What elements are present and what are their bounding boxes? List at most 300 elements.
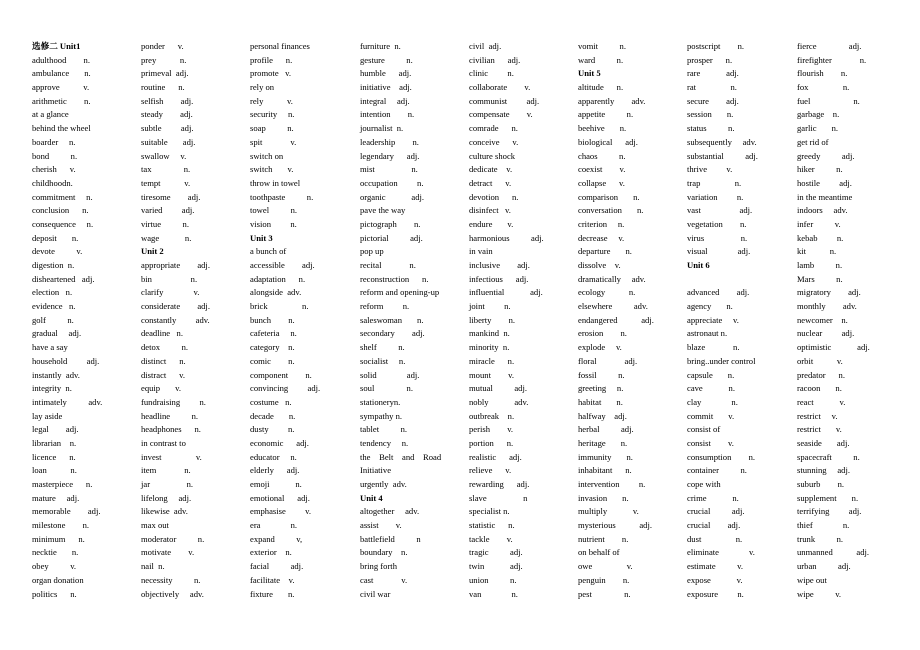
vocab-entry: emphasise v. bbox=[250, 506, 312, 517]
vocab-entry: intervention n. bbox=[578, 479, 646, 489]
vocab-entry: gesture n. bbox=[360, 54, 413, 65]
vocab-entry: minimum n. bbox=[32, 533, 85, 544]
vocab-entry: necessity n. bbox=[141, 574, 201, 585]
vocab-entry: appetite n. bbox=[578, 109, 634, 120]
vocab-entry: vast adj. bbox=[687, 205, 753, 216]
vocab-entry: unmanned adj. bbox=[797, 547, 870, 558]
vocab-entry: steady adj. bbox=[141, 109, 193, 120]
vocab-entry: reconstruction n. bbox=[360, 273, 429, 284]
vocab-entry: beehive n. bbox=[578, 123, 627, 134]
vocab-entry: firefighter n. bbox=[797, 54, 867, 65]
vocab-entry: consist v. bbox=[687, 437, 734, 448]
vocab-entry: Initiative bbox=[360, 465, 392, 476]
vocab-entry: fuel n. bbox=[797, 95, 860, 106]
vocab-entry: penguin n. bbox=[578, 574, 630, 585]
vocab-entry: jar n. bbox=[141, 479, 194, 489]
vocab-entry: disheartened adj. bbox=[32, 273, 95, 284]
vocab-entry: heritage n. bbox=[578, 437, 628, 448]
vocab-entry: in the meantime bbox=[797, 191, 853, 202]
vocab-entry: conversation n. bbox=[578, 205, 644, 216]
vocab-entry: greeting n. bbox=[578, 383, 624, 394]
vocab-entry: ambulance n. bbox=[32, 68, 91, 79]
vocab-entry: stunning adj. bbox=[797, 465, 850, 476]
vocab-entry: objectively adv. bbox=[141, 588, 204, 599]
vocab-entry: bin n. bbox=[141, 273, 198, 284]
vocab-entry: considerate adj. bbox=[141, 301, 210, 312]
vocab-entry: astronaut n. bbox=[687, 328, 728, 339]
vocab-entry: lay aside bbox=[32, 410, 63, 421]
vocab-entry: relieve v. bbox=[469, 465, 512, 476]
vocab-entry bbox=[687, 273, 795, 287]
vocab-entry: expand v, bbox=[250, 533, 303, 544]
vocab-entry: occupation n. bbox=[360, 177, 424, 188]
vocab-entry: throw in towel bbox=[250, 177, 301, 188]
vocab-entry: fierce adj. bbox=[797, 41, 862, 51]
vocab-entry: motivate v. bbox=[141, 547, 195, 558]
vocab-entry: devote v. bbox=[32, 246, 83, 257]
vocab-entry: in vain bbox=[469, 246, 493, 257]
vocab-entry: slave n bbox=[469, 492, 528, 503]
vocab-entry: towel n. bbox=[250, 205, 298, 216]
vocab-entry: monthly adv. bbox=[797, 301, 857, 312]
vocab-entry: dusty n. bbox=[250, 424, 295, 435]
vocab-entry: category n. bbox=[250, 342, 295, 353]
vocab-entry: era n. bbox=[250, 520, 298, 531]
vocab-entry: cherish v. bbox=[32, 164, 76, 175]
vocab-entry: outbreak n. bbox=[469, 410, 515, 421]
vocab-entry: headline n. bbox=[141, 410, 199, 421]
vocab-entry: assist v. bbox=[360, 520, 402, 531]
vocab-entry: disinfect v. bbox=[469, 205, 511, 216]
vocab-entry: criterion n. bbox=[578, 218, 625, 229]
vocab-entry: bring forth bbox=[360, 561, 397, 572]
vocab-entry: crucial adj. bbox=[687, 520, 741, 531]
vocab-entry: compensate v. bbox=[469, 109, 533, 120]
vocab-entry: collapse v. bbox=[578, 177, 625, 188]
vocab-entry: pop up bbox=[360, 246, 384, 257]
vocab-entry: approve v. bbox=[32, 82, 90, 93]
vocab-entry: have a say bbox=[32, 342, 68, 353]
vocab-entry: coexist v. bbox=[578, 164, 626, 175]
vocab-entry: integral adj. bbox=[360, 95, 410, 106]
vocab-entry: civil adj. bbox=[469, 41, 502, 51]
vocab-entry: mutual adj. bbox=[469, 383, 527, 394]
vocab-entry: racoon n. bbox=[797, 383, 842, 394]
word-column-5 bbox=[469, 40, 577, 601]
vocab-entry: security n. bbox=[250, 109, 295, 120]
vocab-entry: union n. bbox=[469, 574, 517, 585]
vocab-entry: civil war bbox=[360, 588, 391, 599]
vocab-entry: endure v. bbox=[469, 218, 514, 229]
vocab-entry: supplement n. bbox=[797, 492, 859, 503]
vocab-entry: detract v. bbox=[469, 177, 512, 188]
vocab-entry: appropriate adj. bbox=[141, 260, 210, 270]
vocab-entry: trap n. bbox=[687, 177, 742, 188]
vocab-entry: inhabitant n. bbox=[578, 465, 632, 476]
vocab-entry: tiresome adj. bbox=[141, 191, 201, 202]
vocab-entry: consequence n. bbox=[32, 218, 94, 229]
vocab-entry: organic adj. bbox=[360, 191, 425, 202]
vocab-entry: tempt v. bbox=[141, 177, 191, 188]
vocab-entry: predator n. bbox=[797, 369, 845, 380]
vocab-entry: likewise adv. bbox=[141, 506, 188, 517]
vocab-entry: container n. bbox=[687, 465, 747, 476]
vocab-entry: elderly adj. bbox=[250, 465, 300, 476]
vocab-entry: ecology n. bbox=[578, 287, 636, 298]
vocab-entry: influential adj. bbox=[469, 287, 543, 298]
vocab-entry: virus n. bbox=[687, 232, 748, 243]
vocab-entry: miracle n. bbox=[469, 355, 515, 366]
vocab-entry: civilian adj. bbox=[469, 54, 521, 65]
vocab-entry: switch on bbox=[250, 150, 284, 161]
vocab-entry: rely on bbox=[250, 82, 275, 93]
vocab-entry: decrease v. bbox=[578, 232, 625, 243]
vocab-entry: optimistic adj. bbox=[797, 342, 870, 353]
vocab-entry: infectious adj. bbox=[469, 273, 529, 284]
vocab-entry: conceive v. bbox=[469, 136, 519, 147]
vocab-entry: organ donation bbox=[32, 574, 84, 585]
vocab-entry: floral adj. bbox=[578, 355, 638, 366]
vocab-entry: immunity n. bbox=[578, 451, 633, 462]
vocab-entry: reform and opening-up bbox=[360, 287, 440, 298]
unit-heading: Unit 2 bbox=[141, 246, 164, 257]
vocab-entry: lifelong adj. bbox=[141, 492, 192, 503]
vocab-entry: dramatically adv. bbox=[578, 273, 646, 284]
word-column-1 bbox=[32, 40, 140, 601]
vocab-entry: distract v. bbox=[141, 369, 186, 380]
vocab-entry: mist n. bbox=[360, 164, 418, 175]
vocab-entry: rare adj. bbox=[687, 68, 739, 79]
vocab-entry: adulthood n. bbox=[32, 54, 91, 65]
vocab-entry: suburb n. bbox=[797, 479, 845, 489]
vocab-entry: initiative adj. bbox=[360, 82, 412, 93]
vocab-entry: shelf n. bbox=[360, 342, 405, 353]
vocab-entry: greedy adj. bbox=[797, 150, 855, 161]
vocab-entry: deadline n. bbox=[141, 328, 183, 339]
vocab-entry: cafeteria n. bbox=[250, 328, 297, 339]
vocab-entry: journalist n. bbox=[360, 123, 404, 134]
vocab-entry: agency n. bbox=[687, 301, 733, 312]
vocab-entry: saleswoman n. bbox=[360, 314, 424, 325]
vocab-entry: urban adj. bbox=[797, 561, 851, 572]
vocab-entry: orbit v. bbox=[797, 355, 843, 366]
vocab-entry: flourish n. bbox=[797, 68, 848, 79]
vocab-entry: battlefield n bbox=[360, 533, 421, 544]
vocab-entry: legal adj. bbox=[32, 424, 79, 435]
vocab-entry: arithmetic n. bbox=[32, 95, 91, 106]
vocab-entry: exposure n. bbox=[687, 588, 744, 599]
vocab-entry: garlic n. bbox=[797, 123, 839, 134]
vocab-entry: pictograph n. bbox=[360, 218, 421, 229]
vocab-entry: milestone n. bbox=[32, 520, 90, 531]
vocab-entry: dust n. bbox=[687, 533, 743, 544]
vocab-entry: clarify v. bbox=[141, 287, 200, 298]
vocab-entry: nutrient n. bbox=[578, 533, 629, 544]
vocab-entry: sympathy n. bbox=[360, 410, 403, 421]
vocab-entry: communist adj. bbox=[469, 95, 540, 106]
word-column-3 bbox=[250, 40, 358, 601]
vocab-entry: nobly adv. bbox=[469, 396, 529, 407]
vocab-entry: bond n. bbox=[32, 150, 78, 161]
unit-heading: Unit 4 bbox=[360, 492, 383, 503]
vocab-entry: advanced adj. bbox=[687, 287, 750, 298]
vocab-entry: comrade n. bbox=[469, 123, 518, 134]
vocab-entry: thrive v. bbox=[687, 164, 733, 175]
vocab-entry: soul n. bbox=[360, 383, 413, 394]
vocab-entry: culture shock bbox=[469, 150, 516, 161]
vocab-entry: switch v. bbox=[250, 164, 294, 175]
vocab-entry: indoors adv. bbox=[797, 205, 848, 216]
vocab-entry: fundraising n. bbox=[141, 396, 206, 407]
vocab-entry: leadership n. bbox=[360, 136, 419, 147]
vocab-entry: legendary adj. bbox=[360, 150, 420, 161]
vocab-entry: consist of bbox=[687, 424, 721, 435]
vocab-entry: rat n. bbox=[687, 82, 737, 93]
vocab-entry: spacecraft n. bbox=[797, 451, 860, 462]
vocab-entry: secure adj. bbox=[687, 95, 739, 106]
vocab-entry: digestion n. bbox=[32, 260, 75, 270]
vocab-entry: erosion n. bbox=[578, 328, 627, 339]
vocab-entry: gradual adj. bbox=[32, 328, 82, 339]
vocab-entry: infer v. bbox=[797, 218, 841, 229]
vocab-entry: soap n. bbox=[250, 123, 294, 134]
vocab-entry: integrity n. bbox=[32, 383, 72, 394]
vocab-entry: wipe v. bbox=[797, 588, 842, 599]
vocab-entry: convincing adj. bbox=[250, 383, 321, 394]
vocab-entry: selfish adj. bbox=[141, 95, 194, 106]
vocab-entry: varied adj. bbox=[141, 205, 195, 216]
vocab-entry: secondary adj. bbox=[360, 328, 425, 339]
vocab-entry: visual adj. bbox=[687, 246, 751, 257]
vocab-entry: rewarding adj. bbox=[469, 479, 530, 489]
vocab-entry: kit n. bbox=[797, 246, 837, 257]
vocab-entry: multiply v. bbox=[578, 506, 639, 517]
vocab-entry: socialist n. bbox=[360, 355, 406, 366]
vocab-entry: decade n. bbox=[250, 410, 296, 421]
vocab-entry: apparently adv. bbox=[578, 95, 646, 106]
vocab-entry: specialist n. bbox=[469, 506, 510, 517]
vocab-entry: departure n. bbox=[578, 246, 632, 257]
vocab-entry: fossil n. bbox=[578, 369, 625, 380]
vocab-entry: variation n. bbox=[687, 191, 744, 202]
vocab-entry: rely v. bbox=[250, 95, 293, 106]
vocab-entry: on behalf of bbox=[578, 547, 620, 558]
vocab-entry: twin adj. bbox=[469, 561, 523, 572]
vocab-entry: ponder v. bbox=[141, 41, 184, 51]
vocab-entry: mature adj. bbox=[32, 492, 80, 503]
vocab-entry: vomit n. bbox=[578, 41, 626, 51]
vocab-entry: loan n. bbox=[32, 465, 77, 476]
vocab-entry: perish v. bbox=[469, 424, 514, 435]
vocab-entry: terrifying adj. bbox=[797, 506, 862, 517]
vocab-entry: postscript n. bbox=[687, 41, 745, 51]
vocab-entry: librarian n. bbox=[32, 437, 77, 448]
vocab-entry: crucial adj. bbox=[687, 506, 745, 517]
vocab-entry: tackle v. bbox=[469, 533, 513, 544]
vocab-entry: detox n. bbox=[141, 342, 189, 353]
vocab-entry: explode v. bbox=[578, 342, 622, 353]
vocab-entry: prosper n. bbox=[687, 54, 733, 65]
vocab-entry: emoji n. bbox=[250, 479, 302, 489]
vocab-entry: distinct n. bbox=[141, 355, 186, 366]
vocab-entry: licence n. bbox=[32, 451, 76, 462]
vocab-entry: joint n. bbox=[469, 301, 511, 312]
unit-heading: Unit 5 bbox=[578, 68, 601, 79]
vocab-entry: educator n. bbox=[250, 451, 297, 462]
vocab-entry: get rid of bbox=[797, 136, 829, 147]
vocab-entry: altitude n. bbox=[578, 82, 624, 93]
vocab-entry: prey n. bbox=[141, 54, 187, 65]
vocab-entry: biological adj. bbox=[578, 136, 638, 147]
vocab-entry: household adj. bbox=[32, 355, 100, 366]
vocab-entry: herbal adj. bbox=[578, 424, 634, 435]
vocab-entry: nuclear adj. bbox=[797, 328, 855, 339]
vocab-entry: subsequently adv. bbox=[687, 136, 757, 147]
vocab-entry: a bunch of bbox=[250, 246, 287, 257]
unit-heading: 选修二 Unit1 bbox=[32, 41, 81, 51]
vocab-entry: portion n. bbox=[469, 437, 514, 448]
vocab-entry: halfway adj. bbox=[578, 410, 627, 421]
vocab-entry: endangered adj. bbox=[578, 314, 654, 325]
vocab-entry: emotional adj. bbox=[250, 492, 310, 503]
vocab-entry: profile n. bbox=[250, 54, 293, 65]
vocab-entry: substantial adj. bbox=[687, 150, 758, 161]
vocab-entry: nail n. bbox=[141, 561, 165, 572]
vocab-entry: cast v. bbox=[360, 574, 408, 585]
vocab-entry: max out bbox=[141, 520, 169, 531]
vocab-entry: van n. bbox=[469, 588, 518, 599]
vocab-entry: evidence n. bbox=[32, 301, 76, 312]
vocab-entry: habitat n. bbox=[578, 396, 623, 407]
word-column-4 bbox=[360, 40, 468, 601]
vocab-entry: tax n. bbox=[141, 164, 191, 175]
vocab-entry: golf n. bbox=[32, 314, 74, 325]
vocab-entry: pictorial adj. bbox=[360, 232, 423, 243]
unit-heading: Unit 6 bbox=[687, 260, 710, 270]
vocab-entry: pave the way bbox=[360, 205, 406, 216]
vocab-entry: invasion n. bbox=[578, 492, 629, 503]
vocab-entry: equip v. bbox=[141, 383, 182, 394]
vocab-entry: Mars n. bbox=[797, 273, 843, 284]
vocab-entry: reform n. bbox=[360, 301, 410, 312]
vocab-entry: adaptation n. bbox=[250, 273, 306, 284]
vocab-entry: comic n. bbox=[250, 355, 295, 366]
vocab-entry: ward n. bbox=[578, 54, 624, 65]
vocab-entry: restrict v. bbox=[797, 424, 842, 435]
vocab-entry: solid adj. bbox=[360, 369, 420, 380]
vocab-entry: alongside adv. bbox=[250, 287, 302, 298]
vocab-entry: comparison n. bbox=[578, 191, 640, 202]
vocab-entry: mysterious adj. bbox=[578, 520, 652, 531]
vocab-entry: altogether adv. bbox=[360, 506, 420, 517]
vocab-entry: capsule n. bbox=[687, 369, 735, 380]
vocab-entry: personal finances bbox=[250, 41, 310, 51]
vocab-entry: fox n. bbox=[797, 82, 850, 93]
vocab-entry: realistic adj. bbox=[469, 451, 522, 462]
vocab-entry: hiker n. bbox=[797, 164, 843, 175]
vocab-entry: swallow v. bbox=[141, 150, 187, 161]
vocab-entry: facial adj. bbox=[250, 561, 304, 572]
vocab-entry: spit v. bbox=[250, 136, 297, 147]
vocab-entry: component n. bbox=[250, 369, 312, 380]
vocab-entry: deposit n. bbox=[32, 232, 79, 243]
vocab-entry: pest n. bbox=[578, 588, 631, 599]
vocab-entry: intimately adv. bbox=[32, 396, 103, 407]
vocab-entry: necktie n. bbox=[32, 547, 79, 558]
vocab-entry: boundary n. bbox=[360, 547, 408, 558]
vocab-entry: exterior n. bbox=[250, 547, 292, 558]
vocab-entry: toothpaste n. bbox=[250, 191, 314, 202]
vocab-entry: intention n. bbox=[360, 109, 415, 120]
vocab-entry: dissolve v. bbox=[578, 260, 621, 270]
vocab-entry: at a glance bbox=[32, 109, 69, 120]
vocab-entry: crime n. bbox=[687, 492, 739, 503]
vocab-entry: behind the wheel bbox=[32, 123, 91, 134]
vocab-entry: inclusive adj. bbox=[469, 260, 530, 270]
vocab-entry: trunk n. bbox=[797, 533, 844, 544]
vocab-entry: humble adj. bbox=[360, 68, 412, 79]
vocab-entry: react v. bbox=[797, 396, 846, 407]
vocab-entry: seaside adj. bbox=[797, 437, 850, 448]
vocab-entry: fixture n. bbox=[250, 588, 295, 599]
vocab-entry: tragic adj. bbox=[469, 547, 523, 558]
vocab-entry: bunch n. bbox=[250, 314, 295, 325]
vocab-entry: obey v. bbox=[32, 561, 77, 572]
vocab-entry: statistic n. bbox=[469, 520, 515, 531]
vocab-entry: cope with bbox=[687, 479, 721, 489]
vocab-entry: instantly adv. bbox=[32, 369, 80, 380]
vocab-entry: headphones n. bbox=[141, 424, 201, 435]
vocab-entry: memorable adj. bbox=[32, 506, 101, 517]
vocab-entry: eliminate v. bbox=[687, 547, 755, 558]
vocab-entry: primeval adj. bbox=[141, 68, 189, 79]
vocab-entry: commit v. bbox=[687, 410, 735, 421]
vocab-entry: virtue n. bbox=[141, 218, 189, 229]
vocab-entry: mount v. bbox=[469, 369, 515, 380]
vocab-entry: consumption n. bbox=[687, 451, 756, 462]
vocab-entry: harmonious adj. bbox=[469, 232, 544, 243]
vocab-entry: routine n. bbox=[141, 82, 185, 93]
vocab-entry: tendency n. bbox=[360, 437, 409, 448]
vocab-entry: economic adj. bbox=[250, 437, 309, 448]
vocab-entry: vision n. bbox=[250, 218, 297, 229]
vocab-entry: garbage n. bbox=[797, 109, 840, 120]
vocab-entry: newcomer n. bbox=[797, 314, 848, 325]
vocab-entry: blaze n. bbox=[687, 342, 740, 353]
vocab-entry: chaos n. bbox=[578, 150, 626, 161]
vocab-entry: suitable adj. bbox=[141, 136, 196, 147]
vocab-entry: wipe out bbox=[797, 574, 827, 585]
vocab-entry: invest v. bbox=[141, 451, 202, 462]
word-column-6 bbox=[578, 40, 686, 601]
vocab-entry: the Belt and Road bbox=[360, 451, 442, 462]
vocab-entry: lamb n. bbox=[797, 260, 843, 270]
vocab-entry: conclusion n. bbox=[32, 205, 89, 216]
vocab-entry: wage n. bbox=[141, 232, 192, 243]
vocab-entry: tablet n. bbox=[360, 424, 408, 435]
vocab-entry: politics n. bbox=[32, 588, 77, 599]
vocab-entry: urgently adv. bbox=[360, 479, 407, 489]
vocab-entry: furniture n. bbox=[360, 41, 401, 51]
word-column-8 bbox=[797, 40, 905, 601]
vocab-entry: moderator n. bbox=[141, 533, 205, 544]
vocab-entry: subtle adj. bbox=[141, 123, 194, 134]
vocab-entry: promote v. bbox=[250, 68, 291, 79]
vocab-entry: collaborate v. bbox=[469, 82, 531, 93]
vocab-entry: minority n. bbox=[469, 342, 510, 353]
vocab-entry: childhoodn. bbox=[32, 177, 73, 188]
vocab-entry: brick n. bbox=[250, 301, 309, 312]
